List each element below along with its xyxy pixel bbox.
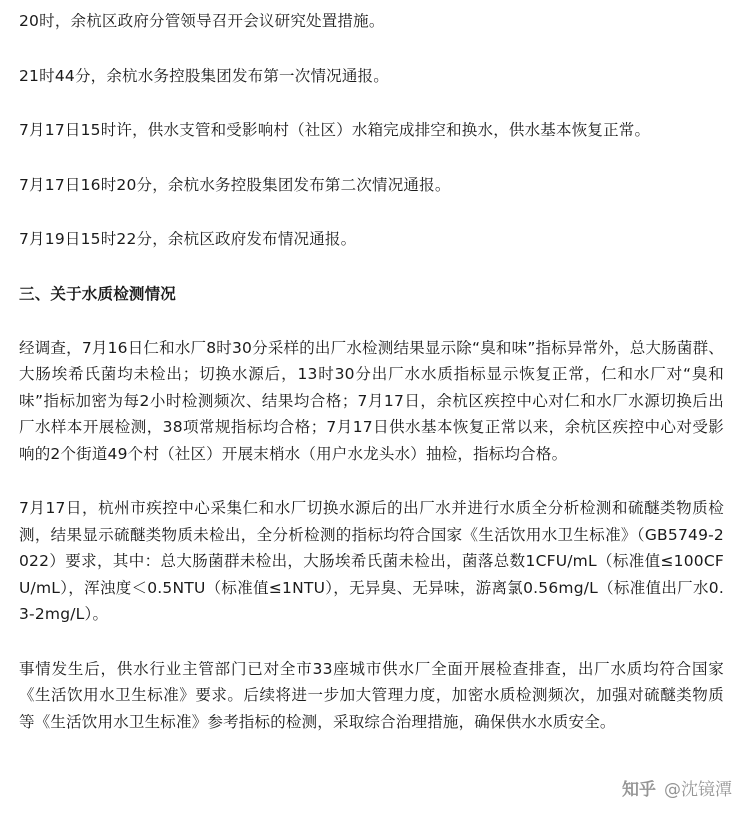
zhihu-watermark [622, 775, 732, 800]
timeline-paragraph-2: 21时44分，余杭水务控股集团发布第一次情况通报。 [19, 66, 389, 85]
cdc-test-paragraph: 7月17日，杭州市疾控中心采集仁和水厂切换水源后的出厂水并进行水质全分析检测和硫醚类物质检测，结果显示硫醚类物质未检出，全分析检测的指标均符合国家《生活饮用水卫生标准》（GB5749-2022）要求，其中：总大肠菌群未检出，大肠埃希氏菌未检出，菌落总数1CFU/mL（标准值≤100CFU/mL），浑浊度＜0.5NTU（标准值≤1NTU），无异臭、无异味，游离氯0.56mg/L（标准值出厂水0.3-2mg/L）。 [19, 499, 724, 623]
timeline-paragraph-3: 7月17日15时许，供水支管和受影响村（社区）水箱完成排空和换水，供水基本恢复正常。 [19, 121, 651, 139]
section-heading: 三、关于水质检测情况 [19, 284, 177, 303]
article-body [19, 8, 724, 735]
watermark-author: @沈镜潭 [664, 780, 732, 800]
timeline-paragraph-5: 7月19日15时22分，余杭区政府发布情况通报。 [19, 230, 357, 248]
zhihu-logo: 知乎 [622, 780, 656, 800]
follow-up-paragraph: 事情发生后，供水行业主管部门已对全市33座城市供水厂全面开展检查排查，出厂水质均符合国家《生活饮用水卫生标准》要求。后续将进一步加大管理力度，加密水质检测频次，加强对硫醚类物质等《生活饮用水卫生标准》参考指标的检测，采取综合治理措施，确保供水水质安全。 [19, 659, 724, 731]
timeline-paragraph-4: 7月17日16时20分，余杭水务控股集团发布第二次情况通报。 [19, 175, 451, 194]
investigation-paragraph: 经调查，7月16日仁和水厂8时30分采样的出厂水检测结果显示除“臭和味”指标异常外，总大肠菌群、大肠埃希氏菌均未检出；切换水源后，13时30分出厂水水质指标显示恢复正常，仁和水厂对“臭和味”指标加密为每2小时检测频次、结果均合格；7月17日，余杭区疾控中心对仁和水厂水源切换后出厂水样本开展检测，38项常规指标均合格；7月17日供水基本恢复正常以来，余杭区疾控中心对受影响的2个街道49个村（社区）开展末梢水（用户水龙头水）抽检，指标均合格。 [19, 338, 724, 463]
timeline-paragraph-1: 20时，余杭区政府分管领导召开会议研究处置措施。 [19, 12, 385, 30]
